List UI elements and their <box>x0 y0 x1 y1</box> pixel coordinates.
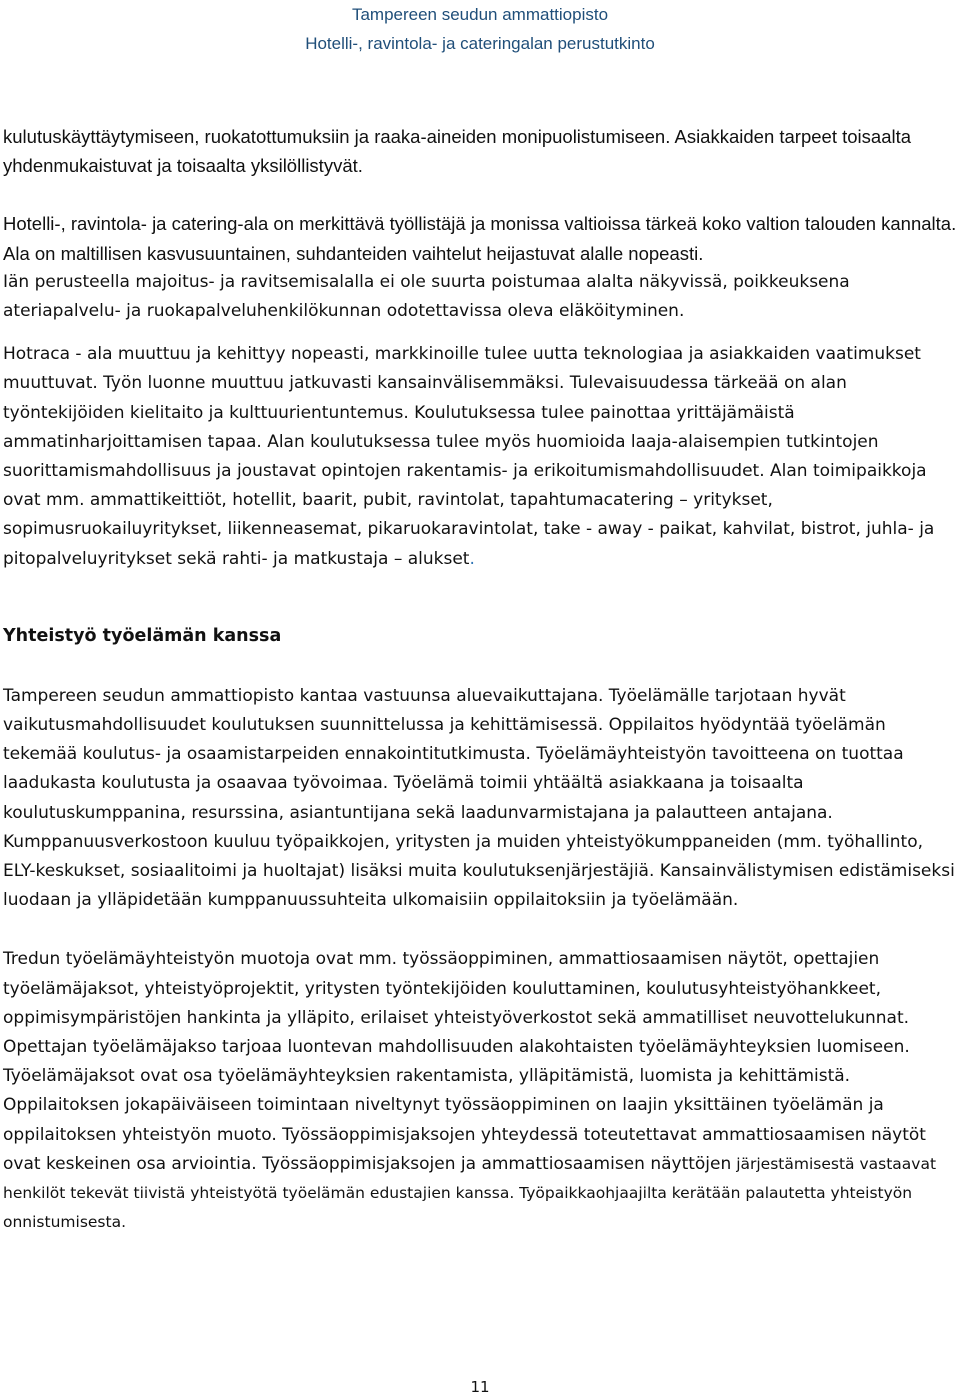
cooperation-tail-text: järjestämisestä vastaavat henkilöt tekevät tiivistä yhteistyötä työelämän edustajien kanssa. Työpaikkaohjaajilta kerätään palautetta yhteistyön onnistumisesta. <box>3 1154 937 1232</box>
hotraca-end-dot: . <box>469 548 475 569</box>
paragraph-industry-employer: Hotelli-, ravintola- ja catering-ala on merkittävä työllistäjä ja monissa valtioissa tärkeä koko valtion talouden kannalta. Ala on maltillisen kasvusuuntainen, suhdanteiden vaihtelut heijastuvat alalle nopeasti. <box>3 213 957 264</box>
header-institution: Tampereen seudun ammattiopisto <box>351 5 609 24</box>
header-degree: Hotelli-, ravintola- ja cateringalan perustutkinto <box>305 34 655 53</box>
paragraph-consumer-trends: kulutuskäyttäytymiseen, ruokatottumuksiin ja raaka-aineiden monipuolistumiseen. Asiakkaiden tarpeet toisaalta yhdenmukaistuvat ja toisaalta yksilöllistyvät. <box>3 126 912 177</box>
cooperation-main-text: Tredun työelämäyhteistyön muotoja ovat mm. työssäoppiminen, ammattiosaamisen näytöt, opettajien työelämäjaksot, yhteistyöprojektit, yritysten työntekijöiden kouluttaminen, koulutusyhteistyöhankkeet, oppimisympäristöjen hankinta ja ylläpito, erilaiset yhteistyöverkostot sekä ammatilliset neuvottelukunnat. Opettajan työelämäjakso tarjoaa luontevan mahdollisuuden alakohtaisten työelämäyhteyksien luomiseen. Työelämäjaksot ovat osa työelämäyhteyksien rakentamista, ylläpitämistä, luomista ja kehittämistä. Oppilaitoksen jokapäiväiseen toimintaan niveltynyt työssäoppiminen on laajin yksittäinen työelämän ja oppilaitoksen yhteistyön muoto. Työssäoppimisjaksojen yhteydessä toteutettavat ammattiosaamisen näytöt ovat keskeinen osa arviointia. Työssäoppimisjaksojen ja ammattiosaamisen näyttöjen <box>3 949 926 1174</box>
hotraca-text: Hotraca - ala muuttuu ja kehittyy nopeasti, markkinoille tulee uutta teknologiaa ja asiakkaiden vaatimukset muuttuvat. Työn luonne muuttuu jatkuvasti kansainvälisemmäksi. Tulevaisuudessa tärkeää on alan työntekijöiden kielitaito ja kulttuurientuntemus. Koulutuksessa tulee painottaa yrittäjämäistä ammatinharjoittamisen tapaa. Alan koulutuksessa tulee myös huomioida laaja-alaisempien tutkintojen suorittamismahdollisuus ja joustavat opintojen rakentamis- ja erikoitumismahdollisuudet. Alan toimipaikkoja ovat mm. ammattikeittiöt, hotellit, baarit, pubit, ravintolat, tapahtumacatering – yritykset, sopimusruokailuyritykset, liikenneasemat, pikaruokaravintolat, take - away - paikat, kahvilat, bistrot, juhla- ja pitopalveluyritykset sekä rahti- ja matkustaja – alukset <box>3 344 935 569</box>
page-number: 11 <box>470 1378 490 1396</box>
page-header <box>0 0 960 58</box>
paragraph-hotraca-changes <box>3 340 957 574</box>
section-heading-cooperation: Yhteistyö työelämän kanssa <box>3 625 282 646</box>
document-body <box>3 122 957 1238</box>
paragraph-retirement: Iän perusteella majoitus- ja ravitsemisalalla ei ole suurta poistumaa alalta näkyvissä, poikkeuksena ateriapalvelu- ja ruokapalveluhenkilökunnan odotettavissa oleva eläköityminen. <box>3 271 850 322</box>
paragraph-cooperation-forms <box>3 945 957 1237</box>
paragraph-regional-role: Tampereen seudun ammattiopisto kantaa vastuunsa aluevaikuttajana. Työelämälle tarjotaan hyvät vaikutusmahdollisuudet koulutuksen suunnittelussa ja kehittämisessä. Oppilaitos hyödyntää työelämän tekemää koulutus- ja osaamistarpeiden ennakointitutkimusta. Työelämäyhteistyön tavoitteena on tuottaa laadukasta koulutusta ja osaavaa työvoimaa. Työelämä toimii yhtäältä asiakkaana ja toisaalta koulutuskumppanina, resurssina, asiantuntijana sekä laadunvarmistajana ja palautteen antajana. Kumppanuusverkostoon kuuluu työpaikkojen, yritysten ja muiden yhteistyökumppaneiden (mm. työhallinto, ELY-keskukset, sosiaalitoimi ja huoltajat) lisäksi muita koulutuksenjärjestäjiä. Kansainvälistymisen edistämiseksi luodaan ja ylläpidetään kumppanuussuhteita ulkomaisiin oppilaitoksiin ja työelämään. <box>3 685 955 911</box>
